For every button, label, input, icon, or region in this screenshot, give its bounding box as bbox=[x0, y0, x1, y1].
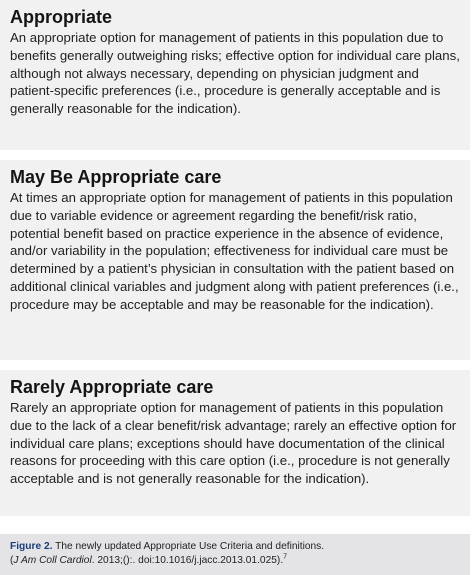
figure-caption bbox=[0, 534, 470, 575]
figure-label: Figure 2. bbox=[10, 541, 53, 552]
rarely-appropriate-title: Rarely Appropriate care bbox=[10, 377, 214, 397]
caption-text: The newly updated Appropriate Use Criteria and definitions. bbox=[52, 541, 325, 552]
citation-open: ( bbox=[10, 555, 14, 566]
rarely-appropriate-definition: Rarely an appropriate option for management of patients in this population due to the lack of a clear benefit/risk advantage; rarely an effective option for individual care plans; exceptions should have documentation of the clinical reasons for proceeding with this care option (i.e., procedure is not generally acceptable and is not generally reasonable for the indication). bbox=[10, 400, 457, 487]
may-be-appropriate-title: May Be Appropriate care bbox=[10, 167, 222, 187]
may-be-appropriate-definition: At times an appropriate option for management of patients in this population due to variable evidence or agreement regarding the benefit/risk ratio, potential benefit based on practice experience in the absence of evidence, and/or variability in the population; effectiveness for individual care must be determined by a patient’s physician in consultation with the patient based on additional clinical variables and judgment along with patient preferences (i.e., procedure may be acceptable and may be reasonable for the indication). bbox=[10, 190, 459, 312]
appropriate-definition: An appropriate option for management of patients in this population due to benefits generally outweighing risks; effective option for individual care plans, although not always necessary, depending on physician judgment and patient-specific preferences (i.e., procedure is generally acceptable and is generally reasonable for the indication). bbox=[10, 30, 460, 117]
appropriate-title: Appropriate bbox=[10, 7, 113, 27]
may-be-appropriate-panel bbox=[0, 160, 470, 360]
reference-number: 7 bbox=[283, 553, 288, 561]
rarely-appropriate-panel bbox=[0, 370, 470, 516]
appropriate-panel bbox=[0, 0, 470, 150]
journal-name: J Am Coll Cardiol bbox=[13, 555, 92, 566]
citation-details: . 2013;():. doi:10.1016/j.jacc.2013.01.025). bbox=[91, 555, 284, 566]
